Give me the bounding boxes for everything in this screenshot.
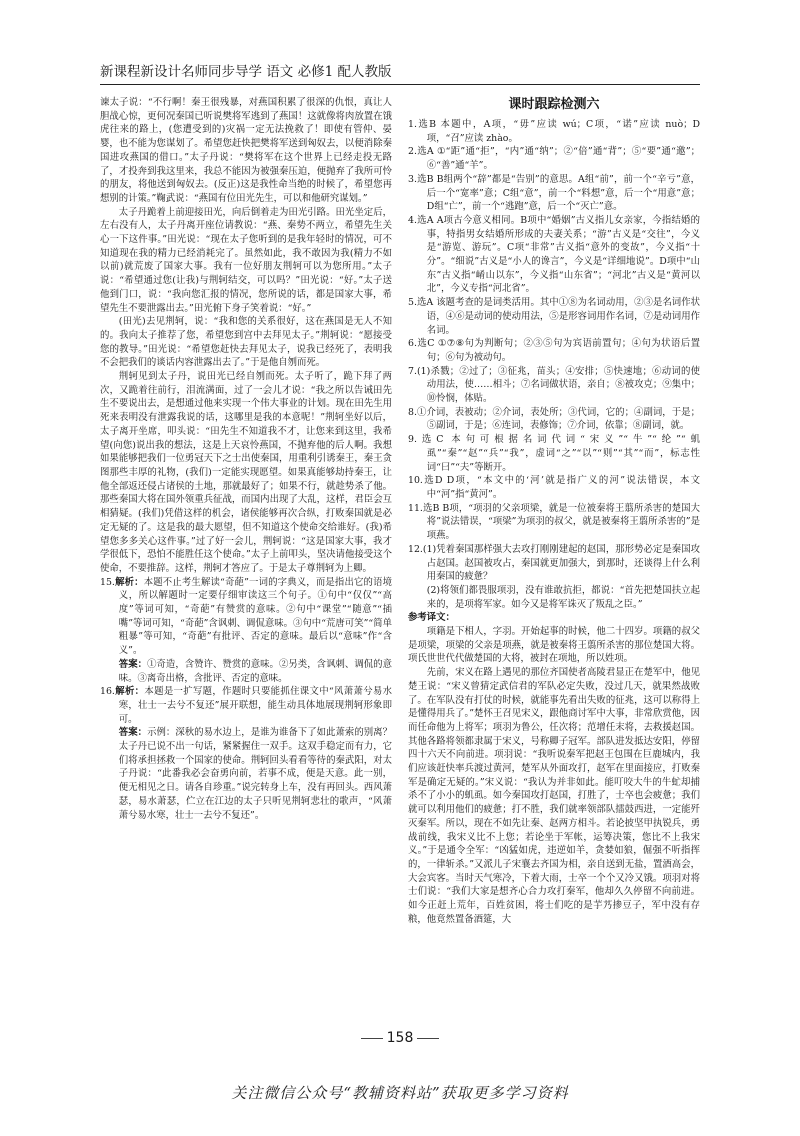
translation-paragraph: 谏太子说：“不行啊！秦王很残暴，对燕国积累了很深的仇恨，真让人胆战心惊，更何况秦国已听说樊将军逃到了燕国！这就像将肉放置在饿虎往来的路上，(您遭受到的)灾祸一定无法挽救了！即使有管仲、晏婴，也不能为您谋划了。希望您赶快把樊将军送到匈奴去，以便消除秦国进攻燕国的借口。”太子丹说：“樊将军在这个世界上已经走投无路了，才投奔到我这里来，我总不能因为被强秦压迫，便抛弃了我所可怜的朋友，将他送到匈奴去。(反正)这是我性命当绝的时候了，希望您再想别的计策。”鞠武说：“燕国有位田光先生，可以和他研究谋划。”: [100, 97, 392, 204]
answer-item: 9.选C 本句可根据名词代词“宋义”“牛”“纶”“虮虱”“秦”“赵”“兵”“我”，虚词“之”“以”“则”“其”“而”，标志性词“曰”“夫”等断开。: [408, 434, 700, 473]
answer-item-16: 16.解析：本题是一扩写题，作题时只要能抓住课文中“风萧萧兮易水寒，壮士一去兮不复还”展开联想，能生动具体地展现荆轲形象即可。: [100, 686, 392, 725]
answer-item: 12.(1)凭着秦国那样强大去攻打刚刚建起的赵国，那形势必定是秦国攻占赵国。赵国被攻占，秦国就更加强大，到那时，还谈得上什么利用秦国的疲惫？: [408, 543, 700, 583]
section-title: 课时跟踪检测六: [508, 97, 600, 112]
answer-item: 6.选C ①⑦⑧句为判断句；②③⑤句为宾语前置句；④句为状语后置句；⑥句为被动句。: [408, 338, 700, 363]
bottom-note: 关注微信公众号“教辅资料站”获取更多学习资料: [231, 1084, 569, 1102]
page-header: [100, 62, 700, 85]
translation-paragraph: 太子丹跪着上前迎接田光，向后倒着走为田光引路。田光坐定后，左右没有人，太子丹离开座位请教说：“燕、秦势不两立，希望先生关心一下这件事。”田光说：“现在太子您听到的是我年轻时的情况，可不知道现在我的精力已经消耗完了。虽然如此，我不敢因为我(精力不如以前)就荒废了国家大事。我有一位好朋友荆轲可以为您所用。”太子说：“希望通过您(让我)与荆轲结交，可以吗？”田光说：“好。”太子送他到门口，说：“我向您汇报的情况，您所说的话，都是国家大事，希望先生不要泄露出去。”田光俯下身子笑着说：“好。”: [100, 206, 392, 314]
translation-paragraph: 先前，宋义在路上遇见的那位齐国使者高陵君显正在楚军中，他见楚王说：“宋义曾猜定武信君的军队必定失败，没过几天，就果然战败了。在军队没有打仗的时候，就能事先看出失败的征兆，这可以称得上是懂得用兵了。”楚怀王召见宋义，跟他商讨军中大事，非常欣赏他，因而任命他为上将军；项羽为鲁公，任次将；范增任末将，去救援赵国。其他各路将领都隶属于宋义，号称卿子冠军。部队进发抵达安阳，停留四十六天不向前进。项羽说：“我听说秦军把赵王包围在巨鹿城内，我们应该赶快率兵渡过黄河，楚军从外面攻打，赵军在里面接应，打败秦军是确定无疑的。”宋义说：“我认为并非如此。能叮咬大牛的牛虻却捕杀不了小小的虮虱。如今秦国攻打赵国，打胜了，士卒也会疲惫；我们就可以利用他们的疲惫；打不胜，我们就率领部队擂鼓西进，一定能歼灭秦军。所以，现在不如先让秦、赵两方相斗。若论披坚甲执锐兵，勇战前线，我宋义比不上您；若论坐于军帐，运筹决策，您比不上我宋义。”于是通令全军：“凶猛如虎，违逆如羊，贪婪如狼，倔强不听指挥的，一律斩杀。”又派儿子宋襄去齐国为相，亲自送到无盐，置酒高会，大会宾客。当时天气寒冷，下着大雨，士卒一个个又冷又饿。项羽对将士们说：“我们大家是想齐心合力攻打秦军，他却久久停留不向前进。如今正赶上荒年，百姓贫困，将士们吃的是芋艿掺豆子，军中没有存粮，他竟然置备酒筵，大: [408, 667, 700, 925]
answer-item: 10.选D D项，“本文中的‘河’就是指广义的河”说法错误，本文中“河”指“黄河”。: [408, 475, 700, 500]
answer-item: (2)将领们都畏服项羽，没有谁敢抗拒，都说：“首先把楚国扶立起来的，是项将军家。如今又是将军诛灭了叛乱之臣。”: [426, 584, 700, 610]
answer-item-15: 15.解析：本题不止考生解读“奇葩”一词的字典义，而是指出它的语境义，所以解题时一定要仔细审读这三个句子。①句中“仅仅”“高度”等词可知，“奇葩”有赞赏的意味。②句中“课堂”“随意”“插嘴”等词可知，“奇葩”含讽刺、调侃意味。③句中“荒唐可笑”“简单粗暴”等可知，“奇葩”有批评、否定的意味。最后以“意味”作“含义”。: [100, 576, 392, 657]
page-number-rule: [361, 1038, 383, 1039]
reference-translation-label: 参考译文：: [408, 612, 455, 624]
answer-item: 7.(1)杀戮；②过了；③征兆，苗头；④安排；⑤快速地；⑥动词的使动用法，使……相斗；⑦名词做状语，亲自；⑧被攻克；⑨集中；⑩怜悯，体贴。: [408, 365, 700, 405]
answer-item: 3.选B B组两个“辞”都是“告别”的意思。A组“前”，前一个“辛亏”意，后一个“宽率”意；C组“意”，前一个“料想”意，后一个“用意”意；D组“亡”，前一个“逃跑”意，后一个“灭亡”意。: [408, 173, 700, 213]
header-title: 新课程新设计名师同步导学 语文 必修1 配人教版: [100, 64, 392, 80]
answer-item: 11.选B B项，“项羽的父亲项梁，就是一位被秦将王翦所杀害的楚国大将”说法错误，“项梁”为项羽的叔父，就是被秦将王翦所杀害的”是项燕。: [408, 502, 700, 542]
right-column: [408, 96, 700, 1136]
answer-item: 8.①介词，表被动；②介词，表处所；③代词，它的；④副词，于是；⑤副词，于是；⑥连词，表修饰；⑦介词，依靠；⑧副词，就。: [408, 406, 700, 432]
answer-item: 1.选B 本题中，A项，“毋”应读 wú；C项，“诺”应读 nuò；D项，“召”应读 zhào。: [408, 119, 700, 144]
page-number-text: 158: [386, 1030, 414, 1046]
translation-paragraph: (田光)去见荆轲，说：“我和您的关系很好，这在燕国是无人不知的。我向太子推荐了您，希望您到宫中去拜见太子。”荆轲说：“愿接受您的教导。”田光说：“希望您赶快去拜见太子，说我已经死了，表明我不会把我们的谈话内容泄露出去了。”于是他自刎而死。: [100, 316, 392, 369]
page-number: [355, 1030, 445, 1046]
page-number-rule: [417, 1038, 439, 1039]
answer-item: 5.选A 该题考查的是词类活用。其中①⑧为名词动用，②③是名词作状语，④⑥是动词的使动用法，⑤是形容词用作名词，⑦是动词用作名词。: [408, 297, 700, 336]
answer-item-15-answer: 答案：①奇造，含赞许、赞赏的意味。②另类，含讽刺、调侃的意味。③离奇出格，含批评、否定的意味。: [118, 658, 392, 684]
answer-item: 4.选A A项古今意义相同。B项中“婚姻”古义指儿女亲家，今指结婚的事，特指男女结婚所形成的夫妻关系；“游”古义是“交往”，今义是“游览、游玩”。C项“非常”古义指“意外的变故”，今义指“十分”。“细说”古义是“小人的谗言”，今义是“详细地说”。D项中“山东”古义指“崤山以东”，今义指“山东省”；“河北”古义是“黄河以北”，今义专指“河北省”。: [408, 214, 700, 295]
answer-item: 2.选A ①“距”通“拒”，“内”通“纳”；②“倍”通“背”；⑤“要”通“邀”；⑥“善”通“羊”。: [408, 146, 700, 172]
translation-paragraph: 荆轲见到太子丹，说田光已经自刎而死。太子听了，跪下拜了两次，又跪着往前行，泪流满面，过了一会儿才说：“我之所以告诫田先生不要说出去，是想通过他来实现一个伟大事业的计划。现在田先生用死来表明没有泄露我说的话，这哪里是我的本意呢！”荆轲坐好以后，太子离开坐席，叩头说：“田先生不知道我不才，让您来到这里，我希望(向您)说出我的想法，这是上天哀怜燕国，不抛弃他的后人啊。我想如果能够把我们一位勇冠天下之士出使秦国，用重利引诱秦王，秦王贪图那些丰厚的礼物，(我们)一定能实现愿望。如果真能够劫持秦王，让他全部返还侵占诸侯的土地，那就最好了；如果不行，就趁势杀了他。那些秦国大将在国外领重兵征战，而国内出现了大乱，这样，君臣会互相猜疑。(我们)凭借这样的机会，诸侯能够再次合纵，打败秦国就是必定无疑的了。这是我的最大愿望，但不知道这个使命交给谁好。(我)希望您多多关心这件事。”过了好一会儿，荆轲说：“这是国家大事，我才学很低下，恐怕不能胜任这个使命。”太子上前叩头，坚决请他接受这个使命，不要推辞。这样，荆轲才答应了。于是太子尊荆轲为上卿。: [100, 371, 392, 574]
answer-item-16-answer: 答案：示例：深秋的易水边上，是谁为谁备下了如此萧索的别离？太子丹已说不出一句话，紧紧握住一双手。这双手稳定而有力，它们将承担拯救一个国家的使命。荆轲回头看看等待的秦武阳，对太子丹说：“此番我必会奋勇向前，若事不成，便是天意。此一别，便无相见之日。请各自珍重。”说完转身上车，没有再回头。西风萧瑟，易水萧瑟，伫立在江边的太子只听见荆轲悲壮的歌声，“风萧萧兮易水寒，壮士一去兮不复还”。: [118, 727, 392, 821]
translation-paragraph: 项籍是下相人，字羽。开始起事的时候，他二十四岁。项籍的叔父是项梁，项梁的父亲是项燕，就是被秦将王翦所杀害的那位楚国大将。项氏世世代代做楚国的大将，被封在项地，所以姓项。: [408, 626, 700, 665]
left-column: [100, 96, 392, 1136]
